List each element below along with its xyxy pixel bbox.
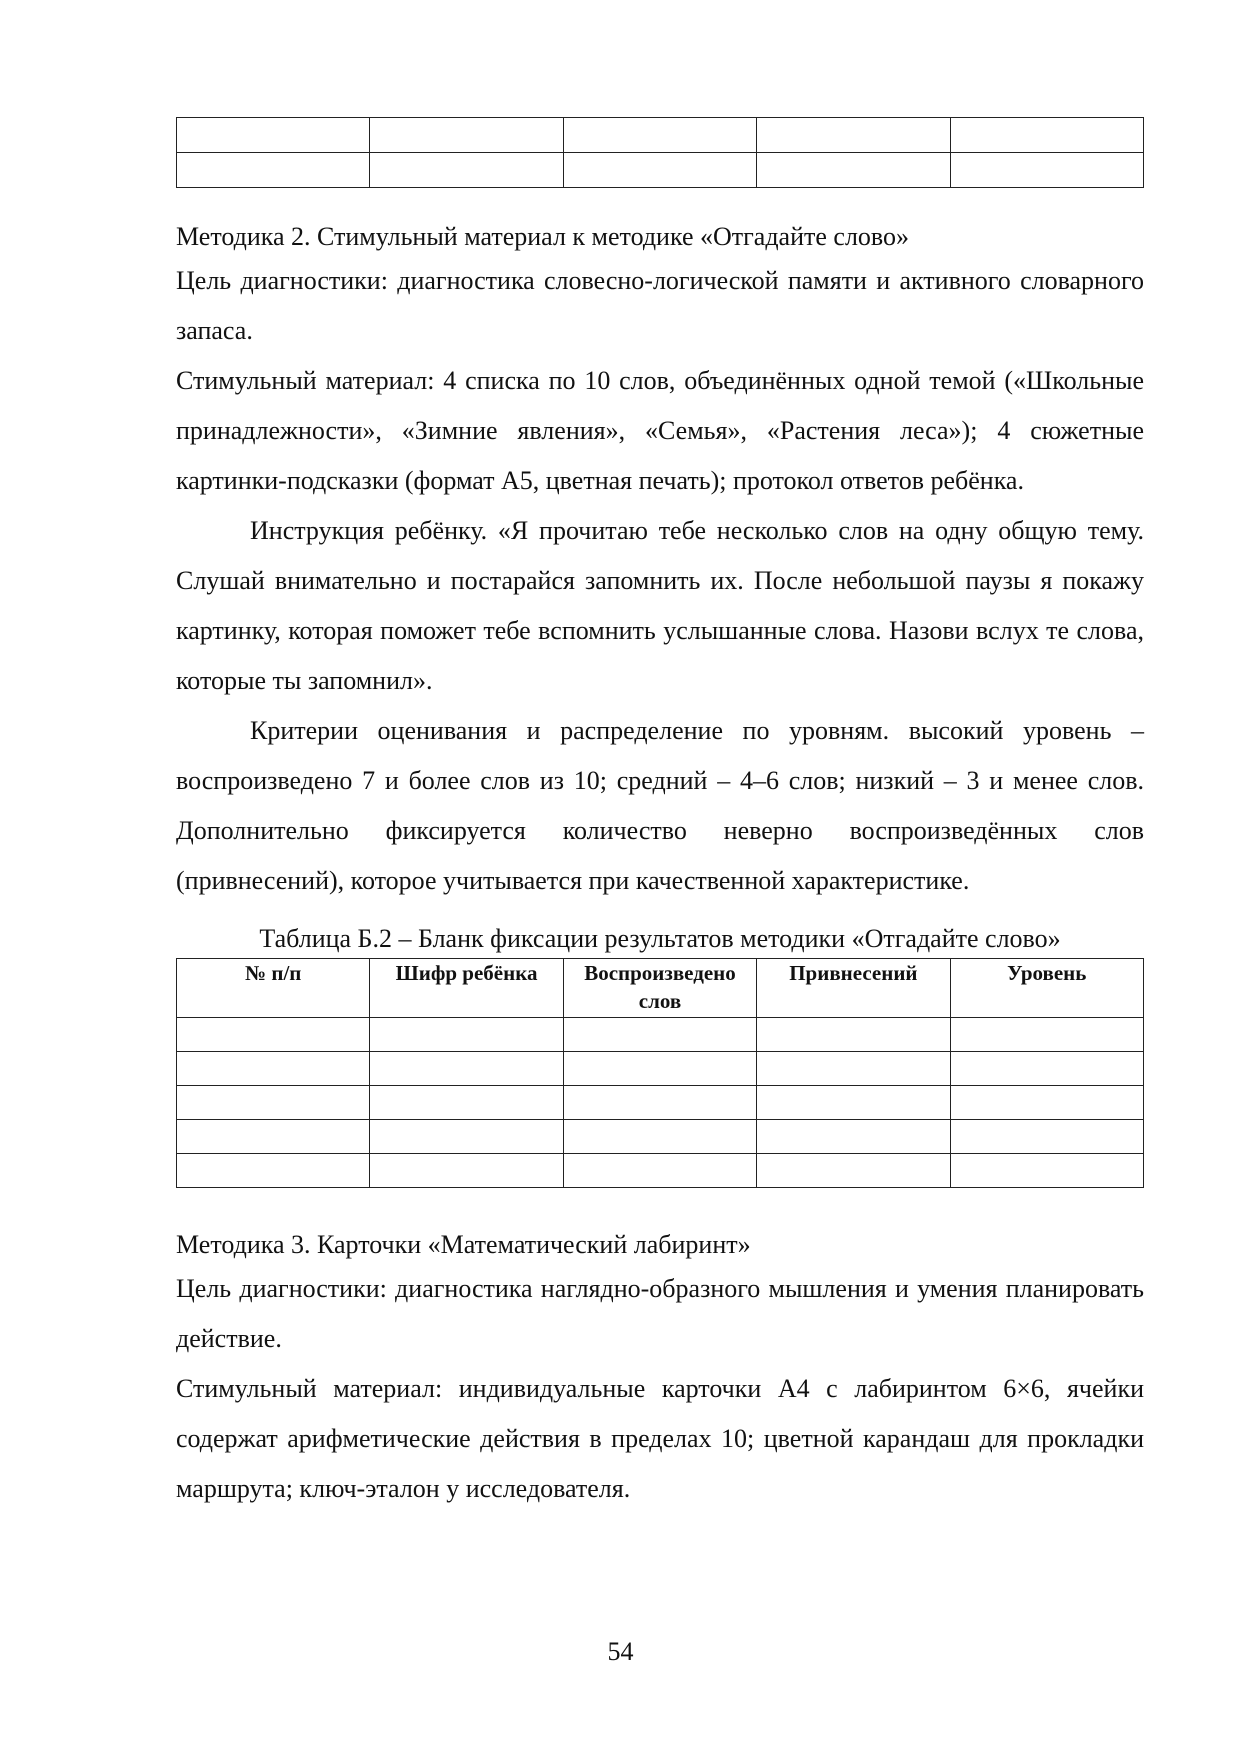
table-cell [950, 1052, 1143, 1086]
table-cell [950, 1086, 1143, 1120]
table-cell [370, 1018, 563, 1052]
header-words-recalled: Воспроизведено слов [563, 959, 756, 1018]
table-cell [563, 153, 756, 188]
table-row [177, 1120, 1144, 1154]
method3-stimulus: Стимульный материал: индивидуальные карточки А4 с лабиринтом 6×6, ячейки содержат арифметические действия в пределах 10; цветной карандаш для прокладки маршрута; ключ-эталон у исследователя. [176, 1374, 1144, 1503]
page-content [176, 117, 1144, 1514]
table-cell [950, 1154, 1143, 1188]
table-row [177, 1018, 1144, 1052]
table-cell [757, 1018, 950, 1052]
table-cell [177, 153, 370, 188]
table-cell [563, 1052, 756, 1086]
table-cell [370, 1120, 563, 1154]
method3-heading: Методика 3. Карточки «Математический лабиринт» [176, 1230, 751, 1259]
table-b2-caption: Таблица Б.2 – Бланк фиксации результатов методики «Отгадайте слово» [259, 924, 1061, 953]
header-level: Уровень [950, 959, 1143, 1018]
table-cell [563, 1086, 756, 1120]
table-cell [757, 1120, 950, 1154]
table-cell [370, 1052, 563, 1086]
method3-goal: Цель диагностики: диагностика наглядно-образного мышления и умения планировать действие. [176, 1274, 1144, 1353]
table-cell [563, 118, 756, 153]
table-cell [177, 1120, 370, 1154]
table-cell [177, 1086, 370, 1120]
table-cell [177, 118, 370, 153]
table-cell [950, 1120, 1143, 1154]
previous-table-continuation [176, 117, 1144, 188]
method2-stimulus: Стимульный материал: 4 списка по 10 слов, объединённых одной темой («Школьные принадлежности», «Зимние явления», «Семья», «Растения леса»); 4 сюжетные картинки-подсказки (формат А5, цветная печать); протокол ответов ребёнка. [176, 366, 1144, 495]
table-row [177, 1086, 1144, 1120]
table-cell [950, 1018, 1143, 1052]
table-cell [757, 1052, 950, 1086]
method2-goal: Цель диагностики: диагностика словесно-логической памяти и активного словарного запаса. [176, 266, 1144, 345]
table-cell [177, 1052, 370, 1086]
table-cell [757, 1154, 950, 1188]
method2-instruction: Инструкция ребёнку. «Я прочитаю тебе несколько слов на одну общую тему. Слушай внимательно и постарайся запомнить их. После небольшой паузы я покажу картинку, которая поможет тебе вспомнить услышанные слова. Назови вслух те слова, которые ты запомнил». [176, 516, 1144, 695]
table-cell [950, 153, 1143, 188]
table-cell [370, 153, 563, 188]
table-cell [370, 118, 563, 153]
page-number: 54 [607, 1637, 634, 1666]
table-header-row [177, 959, 1144, 1018]
table-cell [757, 118, 950, 153]
table-row [177, 1154, 1144, 1188]
table-cell [757, 1086, 950, 1120]
table-cell [563, 1120, 756, 1154]
method2-criteria: Критерии оценивания и распределение по уровням. высокий уровень – воспроизведено 7 и более слов из 10; средний – 4–6 слов; низкий – 3 и менее слов. Дополнительно фиксируется количество неверно воспроизведённых слов (привнесений), которое учитывается при качественной характеристике. [176, 716, 1144, 895]
table-cell [563, 1154, 756, 1188]
table-cell [757, 153, 950, 188]
header-child-code: Шифр ребёнка [370, 959, 563, 1018]
table-cell [563, 1018, 756, 1052]
table-cell [950, 118, 1143, 153]
table-cell [177, 1154, 370, 1188]
table-b2 [176, 958, 1144, 1188]
table-row [177, 1052, 1144, 1086]
table-cell [370, 1154, 563, 1188]
table-cell [177, 1018, 370, 1052]
header-intrusions: Привнесений [757, 959, 950, 1018]
table-cell [370, 1086, 563, 1120]
table-row [177, 118, 1144, 153]
table-row [177, 153, 1144, 188]
method2-heading: Методика 2. Стимульный материал к методике «Отгадайте слово» [176, 222, 910, 251]
header-number: № п/п [177, 959, 370, 1018]
